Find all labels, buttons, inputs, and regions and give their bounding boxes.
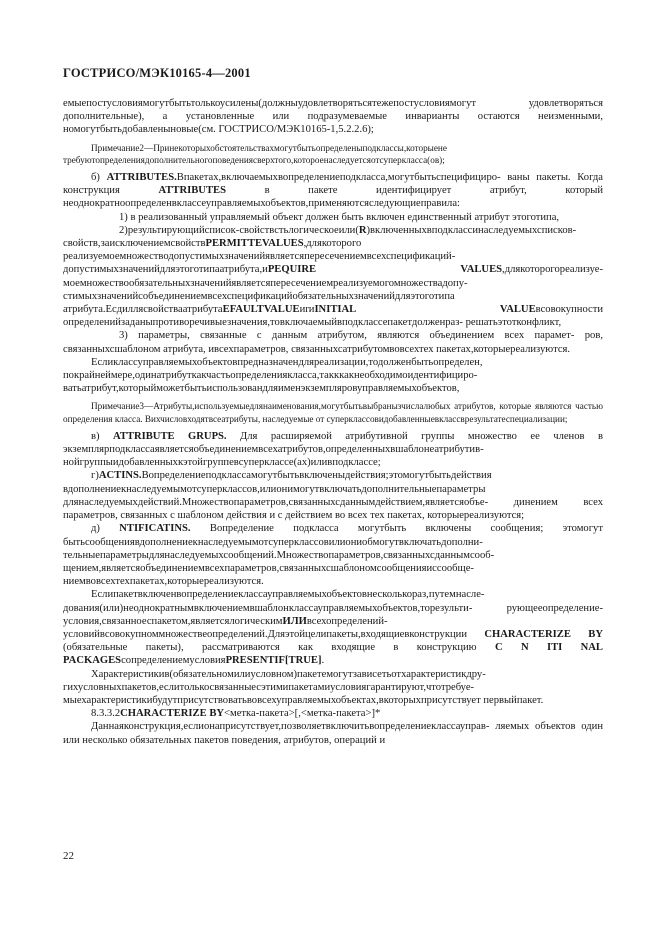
item-d-notifications: д) NTIFICATINS. Вопределение подкласса могутбыть включены сообщения; этомогут бытьсообщениявдополнениекнаследуемымотсуперклассовилиониобмогутвключатьдополни- тельныепараметрыдлянаследуемыхсообщений.Множествопараметров,связанныхсданнымсооб- щением,являетсяобъединениемвсехпараметров,связанныхсшаблономсообщенияиссообще- ниемвовсехтехпакетах,которыереализуются. xyxy=(63,523,603,588)
paragraph-packages: Еслипакетвключенвопределениеклассауправляемыхобъектовнесколькораз,путемнасле- дования(или)неоднократнымвключениемвшаблонклассауправляемыхобъектов,торезульти- рующееопределение-условия,связанноеспакетом,являетсялогическимИЛИвсехопределений- условийвсовокупноммножествеопределений.Дляэтойцелипакеты,входящиевконструкции CHARACTERIZE BY (обязательные пакеты), рассматриваются как входящие в конструкцию C N ITI NAL PACKAGESсопределениемусловияPRESENTIF[TRUE]. xyxy=(63,589,603,667)
note-2: Примечание2—Принекоторыхобстоятельствахмогутбытьопределеныподклассы,которыене требуютопределениядополнительногоповедениясверхтого,котороенаследуетсяотсуперкласса(ов); xyxy=(63,142,447,165)
item-b-attributes: б) ATTRIBUTES.Впакетах,включаемыхвопределениеподкласса,могутбытьспецифициро- ваны пакеты. Когда конструкция ATTRIBUTES в пакете идентифицирует атрибут, который неоднократноопределенвклассеуправляемыхобъектов,применяютсяследующиеправила: xyxy=(63,172,603,210)
rule-2: 2)результирующийсписок-свойствстьлогическоеили(R)включенныхвподклассинаследуемыхсписков-свойств,заисключениемсвойствPERMITTEVALUES,длякоторого реализуемоемножестводопустимыхзначенийявляетсяпересечениемвсехспецификаций- допустимыхзначенийдляэтоготипаатрибута,иPEQUIRE VALUES,длякоторогореализуе- моемножествообязательныхзначенийявляетсяпересечениемреализуемогомножествадопу- стимыхзначенийсобъединениемвсехспецификацийобязательныхзначенийдляэтоготипа атрибута.ЕсдиллясвойстваатрибутаEFAULTVALUEиrиINITIAL VALUEвсовокупности определенийзаданыпротиворечивыезначения,товключаемыйвподклассепакетдолженраз- решатьэтотконфликт, xyxy=(63,224,603,329)
item-v-attribute-groups: в) ATTRIBUTE GRUPS. Для расширяемой атрибутивной группы множество ее членов в экземплярподклассаявляетсяобъединениемвсехатрибутов,определенныхвшаблонеатрибутив- нойгруппыидобавленныхкэтойгруппевсуперклассе(ах)иливподклассе; xyxy=(63,430,603,469)
rule-3: 3) параметры, связанные с данным атрибутом, являются объединением всех парамет- ров, связанныхсшаблоном атрибута, ивсехпараметров, связанныхсатрибутомвовсехтех пакетах,которыереализуются. xyxy=(63,330,603,355)
section-8-3-3-2-heading: 8.3.3.2CHARACTERIZE BY<метка-пакета>[,<метка-пакета>]* xyxy=(91,708,381,720)
page-number: 22 xyxy=(63,850,74,862)
note-3: Примечание3—Атрибуты,используемыедлянаименования,могутбытьвыбранызчислалюбых атрибутов, которые являются частью определения класса. Вихчисловходятвсеатрибуты, наследуемые от суперклассовидобавленныевклассврезультатеспециализации; xyxy=(63,401,603,424)
keyword-attributes-2: ATTRIBUTES xyxy=(158,185,226,197)
document-body xyxy=(63,97,603,747)
standard-header: ГОСТРИСО/МЭК10165-4—2001 xyxy=(63,66,251,80)
paragraph-characteristics: Характеристикив(обязательномилиусловном)пакетемогутзависетьотхарактеристикдру- гихусловныхпакетов,еслитолькосвязанныесэтимипакетамиусловиягарантируют,чтотребуе- мыехарактеристикибудутприсутствоватьвовсехуправляемыхобъектах,вкоторыхприсутствует первыйпакет. xyxy=(63,668,544,706)
rule-1: 1) в реализованный управляемый объект должен быть включен единственный атрибут этоготипа, xyxy=(119,211,560,223)
paragraph-continuation: емыепостусловиямогутбытьтолькоусилены(должныудовлетворятьсятежепостусловиямогут удовлетворяться дополнительные), а установленные или подразумеваемые инварианты остаются неизменными, номогутбытьдобавленыновые(см. ГОСТРИСО/МЭК10165-1,5.2.2.6); xyxy=(63,98,603,136)
keyword-attributes: ATTRIBUTES. xyxy=(106,172,177,184)
paragraph-construct: Даннаяконструкция,еслионаприсутствует,позволяетвключитьвопределениеклассауправ- ляемых объектов один или несколько обязательных пакетов поведения, атрибутов, операций и xyxy=(63,721,603,746)
paragraph-class-naming: Есликлассуправляемыхобъектовпредназначендляреализации,тодолженбытьопределен, покрайнеймере,одинатрибуткакчастьопределениякласса,такккакнеобходимоидентифициро- ватьатрибут,которыйможетбытьиспользовандляименэкземпляровуправляемыхобъектов, xyxy=(63,356,483,395)
item-g-actions: г)ACTINS.Вопределениеподклассамогутбытьвключеныдействия;этомогутбытьдействия вдополнениекнаследуемымотсуперклассов,илионимогутвключатьдополнительныепараметры длянаследуемыхдействий.Множествопараметров,связанныхсданнымдействием,являетсяобъе- динением всех параметров, связанных с шаблоном действия и с действием во всех тех пакетах, которыереализуются; xyxy=(63,470,603,522)
